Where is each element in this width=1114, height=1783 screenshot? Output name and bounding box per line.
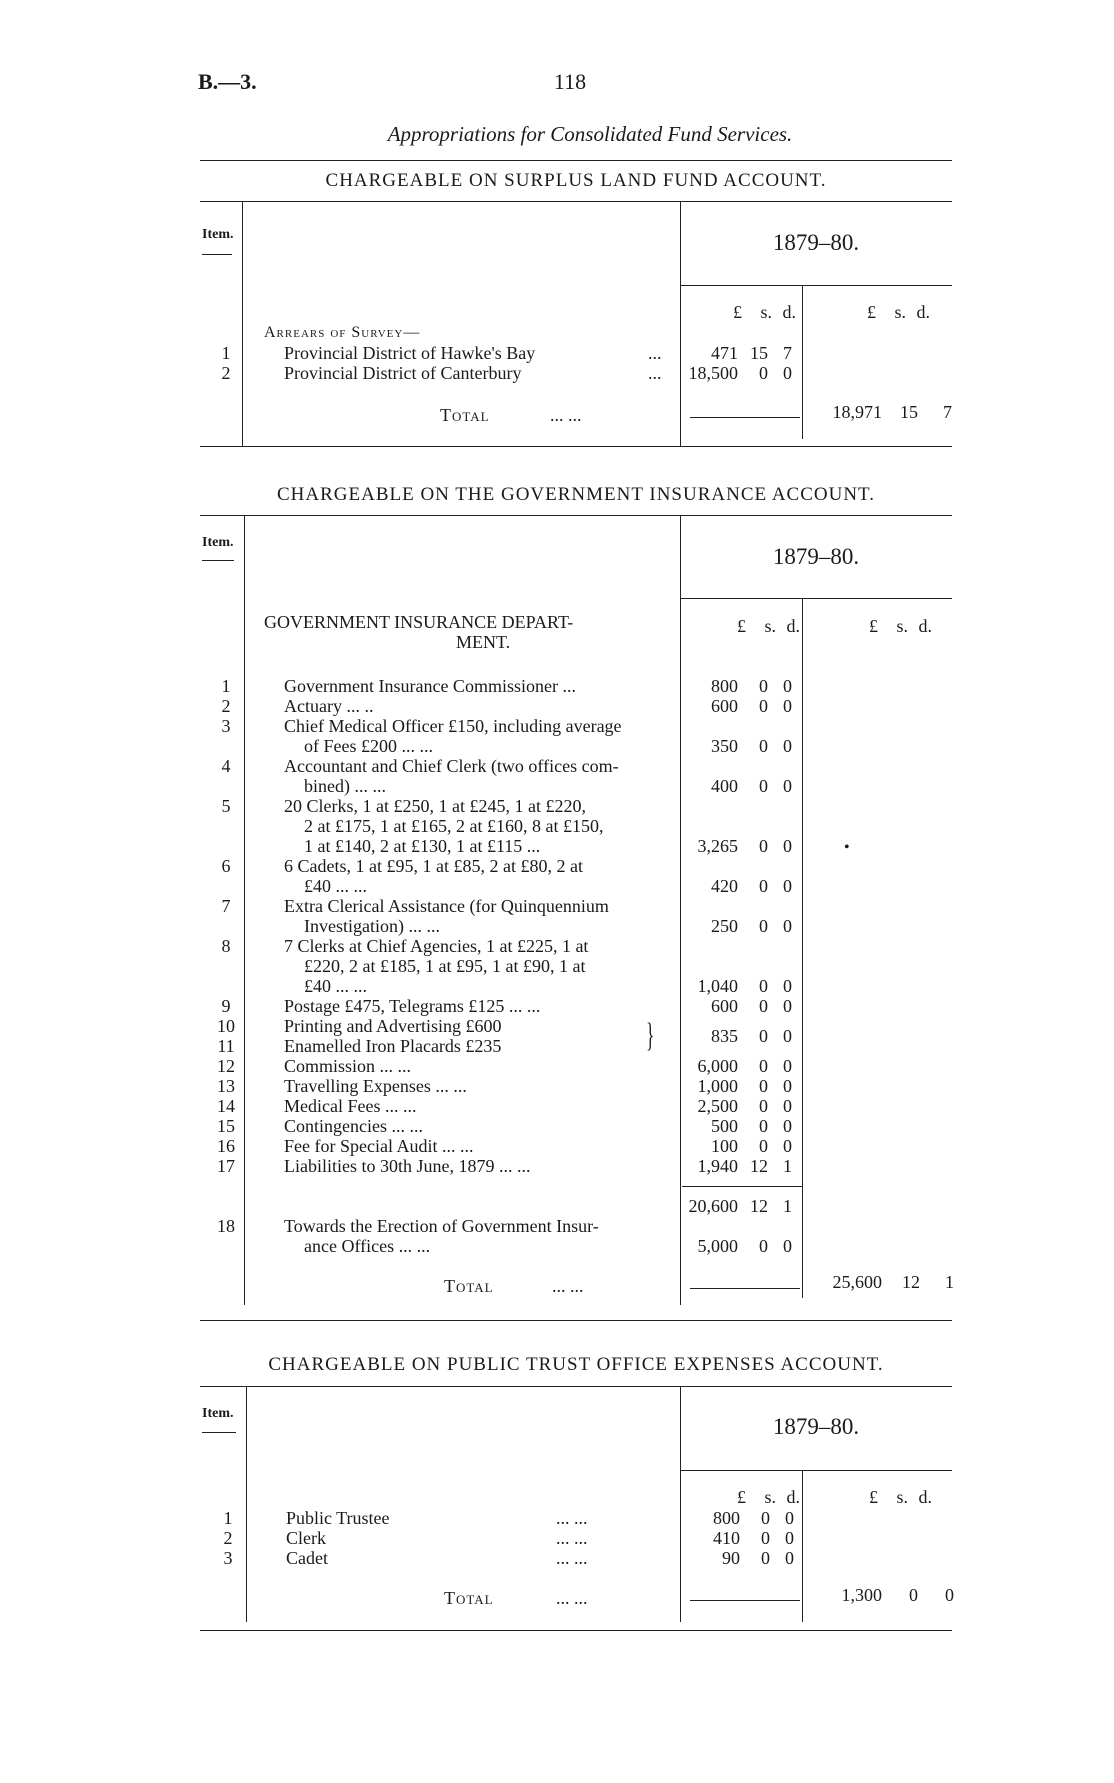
section1-item-number: 2 <box>221 363 231 383</box>
section1-year-rule <box>680 285 952 286</box>
section2-item-amount: 800 0 0 <box>711 676 792 696</box>
section3-total-label: Total <box>444 1588 494 1608</box>
section2-total-rule <box>690 1288 800 1289</box>
section1-item-label: Item. <box>202 227 234 242</box>
section2-item-number: 8 <box>221 936 231 956</box>
stray-mark: • <box>844 839 850 856</box>
section2-bottom-rule <box>200 1320 952 1321</box>
section3-col-headers-1: £ s. d. <box>737 1487 800 1507</box>
section2-year: 1879–80. <box>772 544 860 569</box>
section1-col-headers-1: £ s. d. <box>733 302 796 322</box>
page-title: Appropriations for Consolidated Fund Services. <box>387 122 793 146</box>
section2-item-desc: 7 Clerks at Chief Agencies, 1 at £225, 1 at £220, 2 at £185, 1 at £95, 1 at £90, 1 at £40 ... ... <box>284 936 589 996</box>
section2-item-amount: 600 0 0 <box>711 996 792 1016</box>
section1-item-underline <box>202 254 232 255</box>
section1-item-col-line <box>242 201 243 446</box>
section2-item-number: 11 <box>217 1036 235 1056</box>
section2-item-amount: 350 0 0 <box>711 736 792 756</box>
section2-item-amount: 600 0 0 <box>711 696 792 716</box>
section3-heading: CHARGEABLE ON PUBLIC TRUST OFFICE EXPENSES ACCOUNT. <box>268 1354 884 1375</box>
section2-col-headers-1: £ s. d. <box>737 616 800 636</box>
section2-year-rule <box>680 598 952 599</box>
section3-item-number: 3 <box>223 1548 233 1568</box>
section2-subcol-line <box>802 598 803 1298</box>
section2-item-number: 17 <box>217 1156 235 1176</box>
section1-total-label: Total <box>440 405 490 425</box>
section2-item-desc: Towards the Erection of Government Insur- ance Offices ... ... <box>284 1216 599 1256</box>
section2-amount-col-line <box>680 515 681 1305</box>
section2-total-dots: ... ... <box>552 1276 584 1296</box>
section3-item-amount: 800 0 0 <box>713 1508 794 1528</box>
section2-item-col-line <box>244 515 245 1305</box>
section2-item-desc: Medical Fees ... ... <box>284 1096 417 1116</box>
section3-item-number: 1 <box>223 1508 233 1528</box>
section2-item-number: 12 <box>217 1056 235 1076</box>
section3-total-dots: ... ... <box>556 1588 588 1608</box>
section2-item-desc: Travelling Expenses ... ... <box>284 1076 467 1096</box>
page-number: 118 <box>553 69 587 94</box>
section2-item-amount: 1,940 12 1 <box>697 1156 792 1176</box>
section2-total-label: Total <box>444 1276 494 1296</box>
section2-item-amount: 500 0 0 <box>711 1116 792 1136</box>
section1-item-desc: Provincial District of Hawke's Bay <box>284 343 536 363</box>
section2-item-amount: 5,000 0 0 <box>697 1236 792 1256</box>
section2-item-number: 3 <box>221 716 231 736</box>
section2-item-amount: 6,000 0 0 <box>697 1056 792 1076</box>
section3-bottom-rule <box>200 1630 952 1631</box>
section2-item-number: 7 <box>221 896 231 916</box>
section2-dept-heading-cont: MENT. <box>456 632 511 652</box>
section2-item-number: 9 <box>221 996 231 1016</box>
section1-item-amount: 18,500 0 0 <box>688 363 792 383</box>
section1-item-dots: ... <box>648 343 662 363</box>
section3-item-label: Item. <box>202 1406 234 1421</box>
section2-subtotal: 20,600 12 1 <box>688 1196 792 1216</box>
section3-col-headers-2: £ s. d. <box>869 1487 932 1507</box>
section3-item-number: 2 <box>223 1528 233 1548</box>
section3-item-dots: ... ... <box>556 1528 588 1548</box>
section1-total-dots: ... ... <box>550 405 582 425</box>
section2-top-rule <box>200 515 952 516</box>
document-reference: B.—3. <box>198 69 257 94</box>
section1-subcol-line <box>802 285 803 439</box>
section1-total-amount: 18,971 15 7 <box>832 402 952 422</box>
section2-item-amount: 2,500 0 0 <box>697 1096 792 1116</box>
section2-item-amount: 3,265 0 0 <box>697 836 792 856</box>
section3-item-dots: ... ... <box>556 1508 588 1528</box>
section2-item-desc: Chief Medical Officer £150, including average of Fees £200 ... ... <box>284 716 622 756</box>
section1-group-heading: Arrears of Survey— <box>264 324 421 341</box>
section2-item-number: 15 <box>217 1116 235 1136</box>
section3-total-amount: 1,300 0 0 <box>841 1585 954 1605</box>
section2-item-desc: Government Insurance Commissioner ... <box>284 676 576 696</box>
section2-item-desc: Fee for Special Audit ... ... <box>284 1136 474 1156</box>
section2-item-desc: Liabilities to 30th June, 1879 ... ... <box>284 1156 531 1176</box>
section2-item-desc: 6 Cadets, 1 at £95, 1 at £85, 2 at £80, 2 at £40 ... ... <box>284 856 583 896</box>
section3-item-underline <box>202 1432 236 1433</box>
section2-item-amount: 420 0 0 <box>711 876 792 896</box>
section1-item-dots: ... <box>648 363 662 383</box>
section3-item-desc: Clerk <box>286 1528 326 1548</box>
section1-top-rule <box>200 201 952 202</box>
section2-item-number: 16 <box>217 1136 235 1156</box>
section2-item-number: 1 <box>221 676 231 696</box>
section2-item-number: 18 <box>217 1216 235 1236</box>
section2-heading: CHARGEABLE ON THE GOVERNMENT INSURANCE ACCOUNT. <box>276 484 875 505</box>
section3-total-rule <box>690 1600 800 1601</box>
section3-item-desc: Public Trustee <box>286 1508 390 1528</box>
section2-item-desc: Enamelled Iron Placards £235 <box>284 1036 502 1056</box>
section2-item-underline <box>202 560 234 561</box>
section2-total-amount: 25,600 12 1 <box>832 1272 954 1292</box>
section2-item-desc: Extra Clerical Assistance (for Quinquennium Investigation) ... ... <box>284 896 609 936</box>
section2-item-desc: Accountant and Chief Clerk (two offices com- bined) ... ... <box>284 756 619 796</box>
section3-item-amount: 410 0 0 <box>713 1528 794 1548</box>
section3-item-dots: ... ... <box>556 1548 588 1568</box>
section2-item-number: 6 <box>221 856 231 876</box>
section3-item-desc: Cadet <box>286 1548 328 1568</box>
section1-year: 1879–80. <box>772 230 860 255</box>
section2-item-desc: Actuary ... .. <box>284 696 374 716</box>
section3-subcol-line <box>802 1470 803 1622</box>
section2-item-desc: Printing and Advertising £600 <box>284 1016 502 1036</box>
section2-item-desc: Contingencies ... ... <box>284 1116 423 1136</box>
section2-item-desc: 20 Clerks, 1 at £250, 1 at £245, 1 at £220, 2 at £175, 1 at £165, 2 at £160, 8 at £150, 1 at £140, 2 at £130, 1 at £115 ... <box>284 796 604 856</box>
section2-item-amount: 1,000 0 0 <box>697 1076 792 1096</box>
section1-col-headers-2: £ s. d. <box>867 302 930 322</box>
section2-item-number: 2 <box>221 696 231 716</box>
section1-item-desc: Provincial District of Canterbury <box>284 363 522 383</box>
section1-item-number: 1 <box>221 343 231 363</box>
section3-top-rule <box>200 1386 952 1387</box>
section2-item-desc: Postage £475, Telegrams £125 ... ... <box>284 996 541 1016</box>
brace-icon: } <box>646 1017 655 1054</box>
section2-item-number: 10 <box>217 1016 235 1036</box>
section2-item-amount: 1,040 0 0 <box>697 976 792 996</box>
section3-year-rule <box>680 1470 952 1471</box>
section1-item-amount: 471 15 7 <box>711 343 792 363</box>
section1-heading: CHARGEABLE ON SURPLUS LAND FUND ACCOUNT. <box>325 170 827 191</box>
section2-item-desc: Commission ... ... <box>284 1056 412 1076</box>
section2-item-amount: 400 0 0 <box>711 776 792 796</box>
section2-item-amount: 100 0 0 <box>711 1136 792 1156</box>
section2-item-amount: 250 0 0 <box>711 916 792 936</box>
section2-col-headers-2: £ s. d. <box>869 616 932 636</box>
section3-year: 1879–80. <box>772 1414 860 1439</box>
section1-total-rule <box>690 417 800 418</box>
section1-bottom-rule <box>200 446 952 447</box>
section2-item-amount: 835 0 0 <box>711 1026 792 1046</box>
section2-item-number: 13 <box>217 1076 235 1096</box>
title-rule <box>200 160 952 161</box>
section3-item-col-line <box>246 1386 247 1622</box>
section2-subtotal-rule <box>682 1186 802 1187</box>
section2-dept-heading: GOVERNMENT INSURANCE DEPART- <box>264 612 574 632</box>
section3-item-amount: 90 0 0 <box>722 1548 794 1568</box>
section2-item-label: Item. <box>202 535 234 550</box>
section2-item-number: 5 <box>221 796 231 816</box>
section2-item-number: 14 <box>217 1096 235 1116</box>
section2-item-number: 4 <box>221 756 231 776</box>
